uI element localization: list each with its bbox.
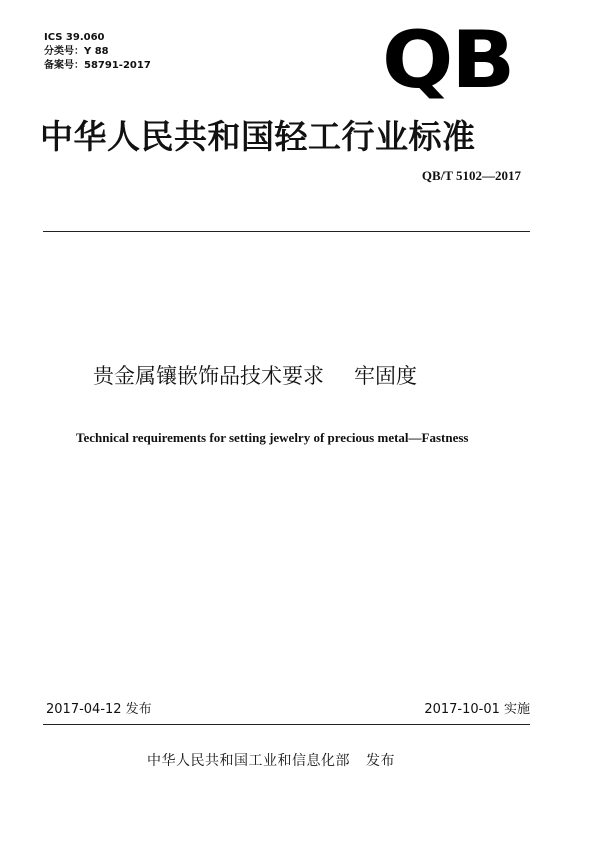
- top-divider: [43, 231, 530, 232]
- ics-number: ICS 39.060: [44, 32, 105, 43]
- document-title-en: Technical requirements for setting jewelry of precious metal—Fastness: [76, 430, 469, 445]
- issue-date: 2017-04-12 发布: [46, 702, 152, 717]
- qb-logo: QB: [382, 14, 514, 106]
- document-title-cn-main: 贵金属镶嵌饰品技术要求: [93, 364, 324, 388]
- standard-category-title: 中华人民共和国轻工行业标准: [40, 117, 476, 156]
- publisher-name: 中华人民共和国工业和信息化部: [147, 753, 350, 769]
- document-title-cn-sub: 牢固度: [354, 364, 417, 388]
- implementation-date: 2017-10-01 实施: [424, 702, 530, 717]
- bottom-divider: [43, 724, 530, 725]
- publisher-action: 发布: [366, 753, 395, 769]
- standard-code: QB/T 5102—2017: [421, 168, 521, 183]
- document-title-cn: [93, 363, 417, 389]
- classification-number: 分类号：Y 88: [44, 46, 109, 57]
- publisher-line: [147, 752, 395, 770]
- filing-number: 备案号：58791-2017: [44, 60, 151, 71]
- classification-block: [44, 31, 151, 73]
